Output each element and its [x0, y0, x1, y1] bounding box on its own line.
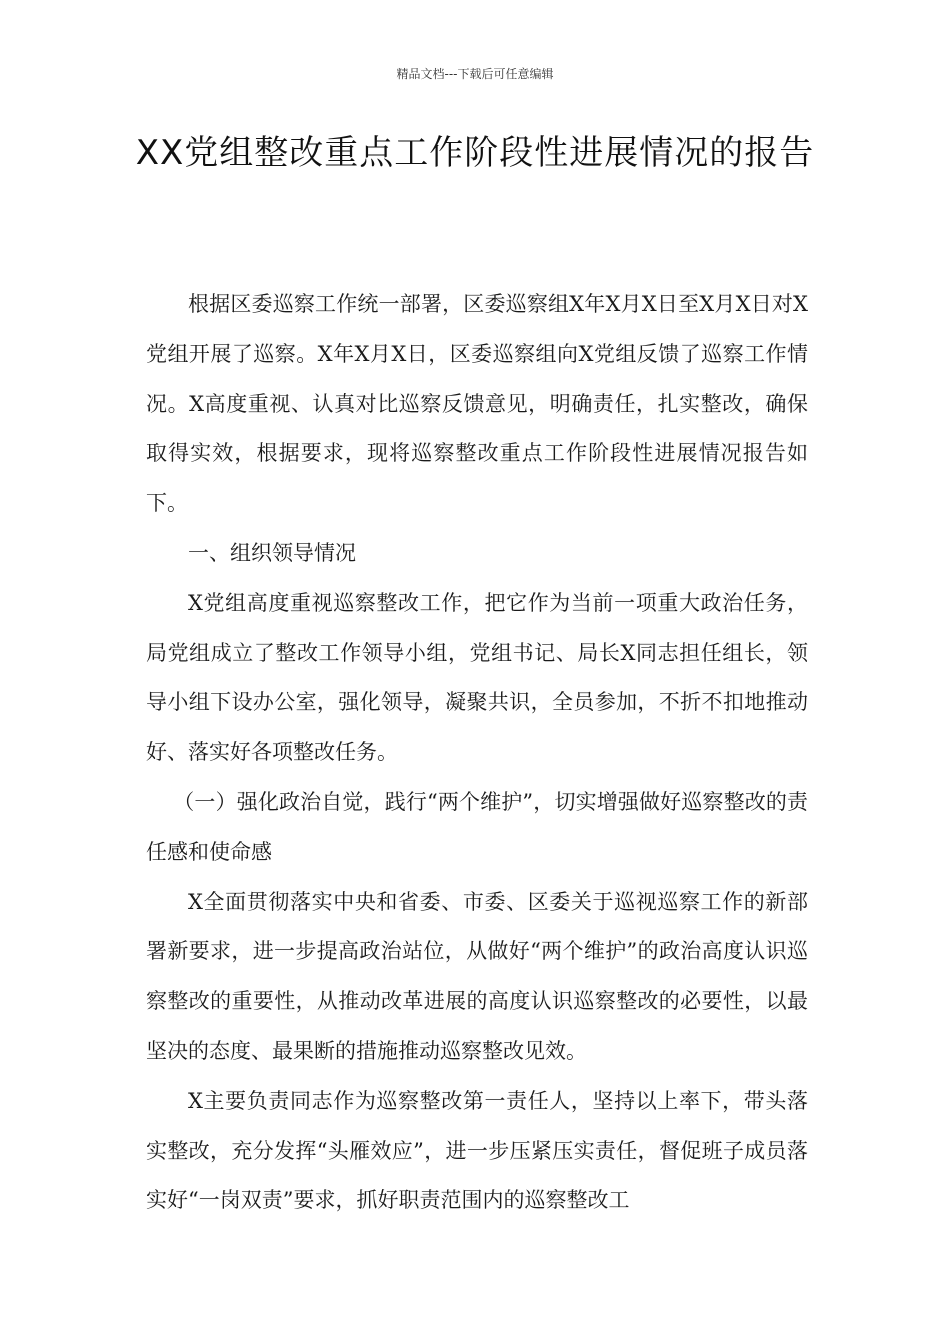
document-title: XX党组整改重点工作阶段性进展情况的报告: [135, 133, 815, 173]
document-body: [146, 280, 808, 1226]
section-heading-1: 一、组织领导情况: [188, 540, 356, 565]
paragraph-implementation: X全面贯彻落实中央和省委、市委、区委关于巡视巡察工作的新部署新要求，进一步提高政治站位，从做好“两个维护”的政治高度认识巡察整改的重要性，从推动改革进展的高度认识巡察整改的必要性，以最坚决的态度、最果断的措施推动巡察整改见效。: [146, 889, 808, 1063]
paragraph-organization: X党组高度重视巡察整改工作，把它作为当前一项重大政治任务，局党组成立了整改工作领导小组，党组书记、局长X同志担任组长，领导小组下设办公室，强化领导，凝聚共识，全员参加，不折不扣地推动好、落实好各项整改任务。: [146, 590, 808, 765]
subsection-heading-1: （一）强化政治自觉，践行“两个维护”，切实增强做好巡察整改的责任感和使命感: [146, 789, 808, 864]
paragraph-intro: 根据区委巡察工作统一部署，区委巡察组X年X月X日至X月X日对X党组开展了巡察。X年X月X日，区委巡察组向X党组反馈了巡察工作情况。X高度重视、认真对比巡察反馈意见，明确责任，扎实整改，确保取得实效，根据要求，现将巡察整改重点工作阶段性进展情况报告如下。: [146, 292, 808, 516]
header-note: 精品文档---下载后可任意编辑: [396, 67, 554, 81]
paragraph-responsibility: X主要负责同志作为巡察整改第一责任人，坚持以上率下，带头落实整改，充分发挥“头雁效应”，进一步压紧压实责任，督促班子成员落实好“一岗双责”要求，抓好职责范围内的巡察整改工: [146, 1088, 808, 1213]
